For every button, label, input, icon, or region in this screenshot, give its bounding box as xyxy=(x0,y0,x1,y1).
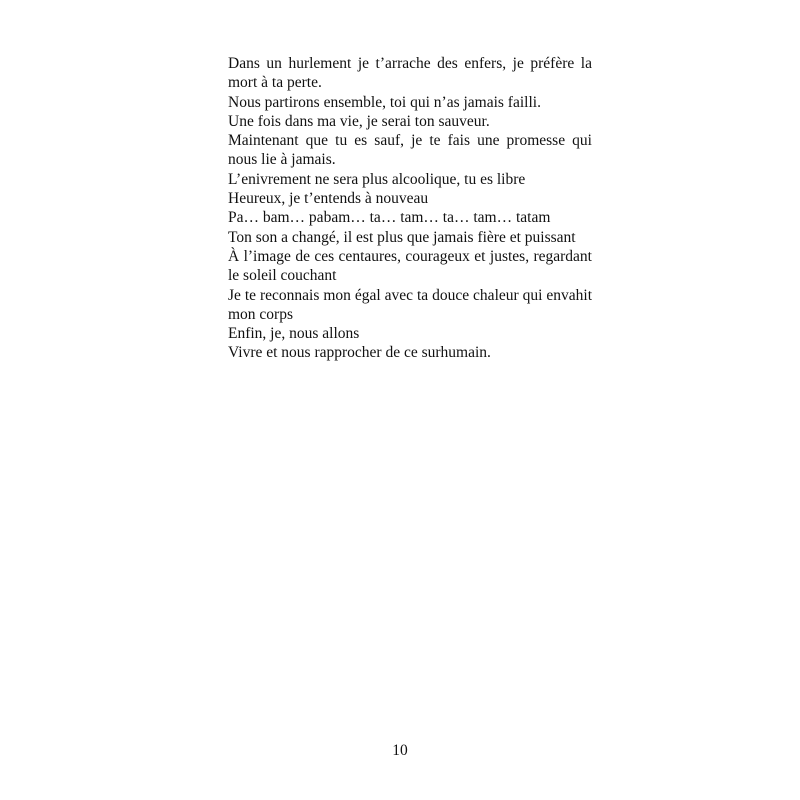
poem-line: Maintenant que tu es sauf, je te fais une promesse qui nous lie à jamais. xyxy=(228,132,592,169)
poem-line: Dans un hurlement je t’arrache des enfers, je préfère la mort à ta perte. xyxy=(228,55,592,92)
page-number: 10 xyxy=(392,742,408,759)
poem-line: Je te reconnais mon égal avec ta douce chaleur qui envahit mon corps xyxy=(228,286,592,323)
poem-line: Vivre et nous rapprocher de ce surhumain. xyxy=(228,344,491,362)
poem-line: Enfin, je, nous allons xyxy=(228,325,360,343)
poem-line: À l’image de ces centaures, courageux et justes, regardant le soleil couchant xyxy=(228,247,592,285)
poem-line: Ton son a changé, il est plus que jamais fière et puissant xyxy=(228,228,576,246)
poem-line: L’enivrement ne sera plus alcoolique, tu es libre xyxy=(228,170,526,188)
poem-line: Pa… bam… pabam… ta… tam… ta… tam… tatam xyxy=(228,209,551,227)
poem-line: Heureux, je t’entends à nouveau xyxy=(228,190,429,208)
poem-line: Une fois dans ma vie, je serai ton sauveur. xyxy=(228,112,490,130)
poem-text xyxy=(228,54,592,363)
poem-line: Nous partirons ensemble, toi qui n’as jamais failli. xyxy=(228,93,541,111)
